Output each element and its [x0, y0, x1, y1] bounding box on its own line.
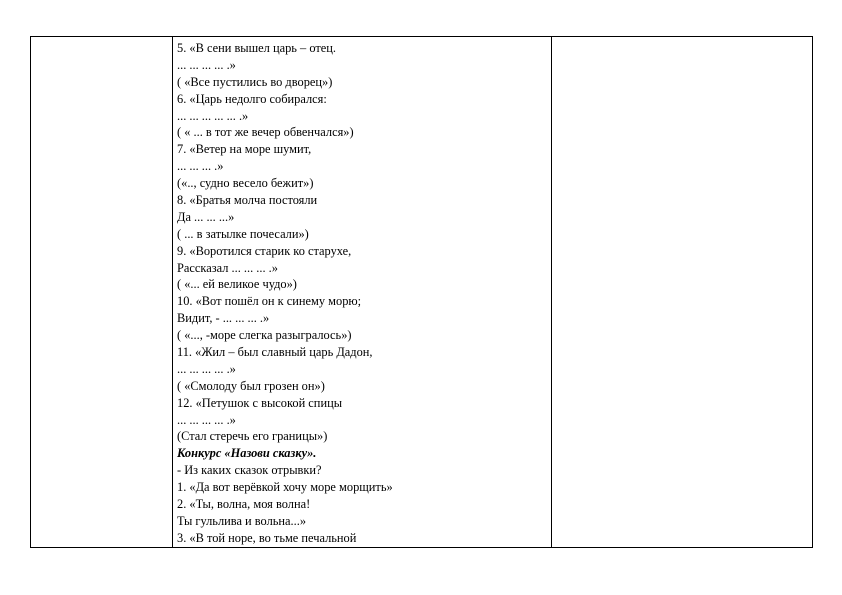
text-line: 5. «В сени вышел царь – отец. — [177, 41, 336, 55]
text-line: ... ... ... .» — [177, 159, 224, 174]
text-line: 1. «Да вот верёвкой хочу море морщить» — [177, 480, 393, 495]
section-heading: Конкурс «Назови сказку». — [177, 446, 317, 461]
text-line: Рассказал ... ... ... .» — [177, 260, 278, 275]
text-lines — [173, 37, 551, 547]
text-line: ( «... ей великое чудо») — [177, 277, 297, 292]
text-line: («.., судно весело бежит») — [177, 176, 314, 191]
text-line: 8. «Братья молча постояли — [177, 193, 318, 208]
text-line: Да ... ... ...» — [177, 209, 235, 224]
text-line: 11. «Жил – был славный царь Дадон, — [177, 345, 373, 360]
text-line: 10. «Вот пошёл он к синему морю; — [177, 294, 362, 309]
text-line: 12. «Петушок с высокой спицы — [177, 395, 343, 410]
left-cell — [31, 37, 173, 548]
text-line: ( ... в затылке почесали») — [177, 226, 309, 241]
text-line: (Стал стеречь его границы») — [177, 429, 328, 444]
text-line: ... ... ... ... .» — [177, 361, 236, 376]
text-line: 9. «Воротился старик ко старухе, — [177, 243, 352, 258]
text-line: ( «..., -море слегка разыгралось») — [177, 328, 352, 343]
text-line: 2. «Ты, волна, моя волна! — [177, 497, 311, 512]
text-line: ( «Все пустились во дворец») — [177, 74, 333, 89]
right-cell — [552, 37, 813, 548]
table-row — [31, 37, 813, 548]
text-line: Ты гульлива и вольна...» — [177, 513, 307, 528]
document-table — [30, 36, 813, 548]
text-line: ( « ... в тот же вечер обвенчался») — [177, 125, 354, 140]
text-line: 6. «Царь недолго собирался: — [177, 91, 327, 106]
text-line: ... ... ... ... ... .» — [177, 108, 249, 123]
text-line: ... ... ... ... .» — [177, 57, 236, 72]
text-line: ... ... ... ... .» — [177, 412, 236, 427]
text-line: 3. «В той норе, во тьме печальной — [177, 530, 357, 545]
text-line: - Из каких сказок отрывки? — [177, 463, 322, 478]
text-line: ( «Смолоду был грозен он») — [177, 378, 325, 393]
text-line: Видит, - ... ... ... .» — [177, 311, 270, 326]
content-cell — [173, 37, 552, 548]
text-line: 7. «Ветер на море шумит, — [177, 142, 312, 157]
